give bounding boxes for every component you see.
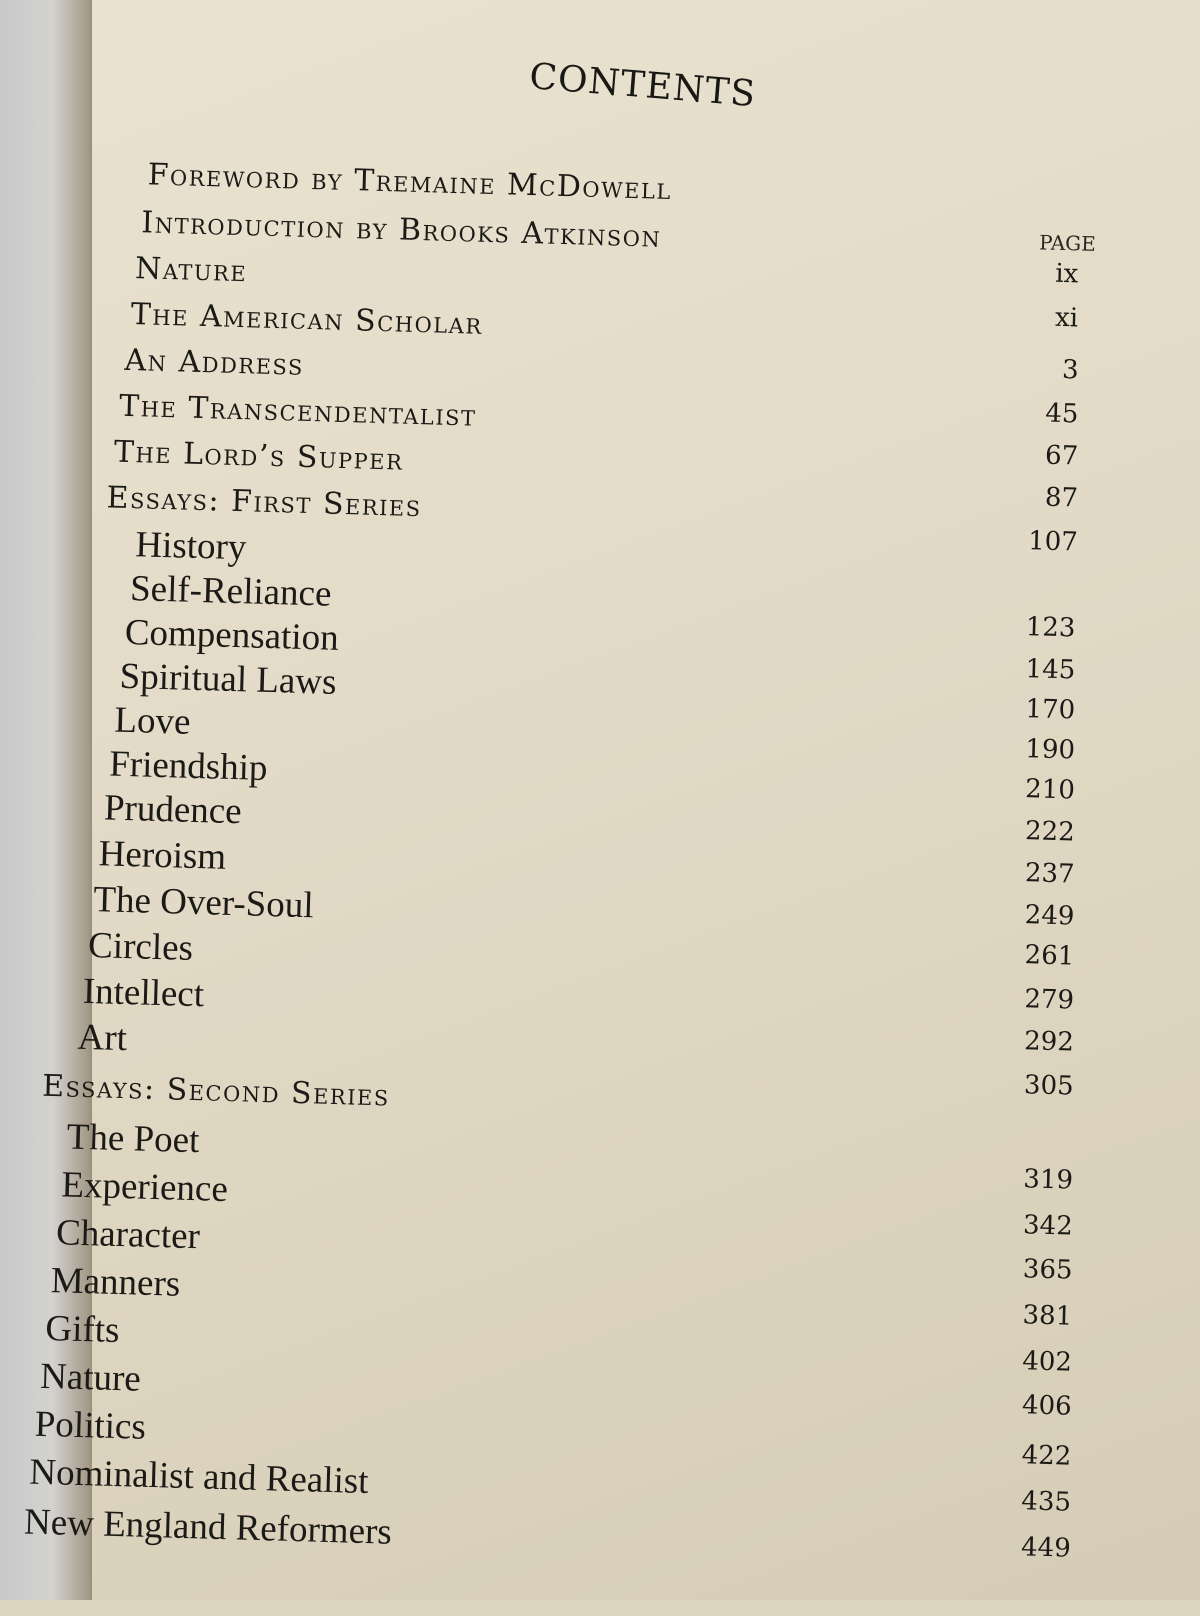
toc-page-number: ix: [1054, 258, 1079, 290]
toc-page-number: 342: [1022, 1210, 1074, 1242]
toc-page-number: 87: [1044, 482, 1079, 514]
toc-page-number: 261: [1024, 940, 1075, 972]
toc-title: The Over-Soul: [92, 879, 315, 927]
toc-title: Nominalist and Realist: [28, 1451, 370, 1503]
toc-page-number: 435: [1020, 1486, 1072, 1518]
toc-title: The Transcendentalist: [118, 388, 478, 434]
toc-page-number: 381: [1022, 1300, 1073, 1332]
toc-page-number: 449: [1020, 1532, 1072, 1564]
toc-page-number: 422: [1021, 1440, 1072, 1472]
toc-page-number: 123: [1025, 612, 1076, 644]
toc-title: Compensation: [124, 611, 340, 659]
toc-title: Nature: [134, 251, 248, 290]
toc-title: The Lord’s Supper: [113, 434, 404, 478]
toc-page-number: 406: [1021, 1390, 1073, 1422]
toc-title: Friendship: [108, 743, 269, 789]
toc-page-number: 145: [1025, 654, 1076, 686]
toc-title: An Address: [124, 342, 305, 383]
toc-page-number: 237: [1024, 858, 1075, 890]
toc-section-title: Essays: First Series: [106, 480, 423, 525]
toc-page-number: 222: [1024, 816, 1076, 848]
toc-title: Self-Reliance: [129, 568, 333, 615]
toc-title: New England Reformers: [23, 1501, 393, 1553]
toc-page-number: 190: [1024, 734, 1076, 766]
toc-title: Heroism: [98, 833, 227, 878]
toc-section-title: Essays: Second Series: [41, 1068, 391, 1114]
toc-page-number: 45: [1044, 398, 1079, 430]
toc-title: Politics: [34, 1403, 147, 1448]
toc-title: The Poet: [66, 1116, 200, 1162]
toc-page-number: 279: [1023, 984, 1075, 1016]
toc-title: Manners: [50, 1260, 181, 1305]
toc-title: Art: [77, 1016, 128, 1060]
toc-title: Nature: [39, 1355, 142, 1400]
toc-title: Love: [113, 699, 192, 743]
toc-title: Character: [55, 1212, 201, 1258]
toc-title: Foreword by Tremaine McDowell: [147, 157, 673, 208]
toc-title: Spiritual Laws: [119, 655, 338, 703]
toc-page-number: 402: [1021, 1346, 1073, 1378]
toc-title: Circles: [87, 925, 194, 969]
toc-page-number: 365: [1022, 1254, 1073, 1286]
toc-title: History: [134, 524, 247, 569]
toc-title: Intellect: [82, 970, 205, 1016]
toc-page-number: 319: [1022, 1164, 1074, 1196]
toc-page-number: 210: [1024, 774, 1076, 806]
toc-page-number: 170: [1025, 694, 1076, 726]
toc-page-number: 249: [1024, 900, 1075, 932]
toc-page-number: 67: [1044, 440, 1079, 472]
page-column-label: PAGE: [1038, 230, 1097, 256]
toc-page-number: 3: [1061, 355, 1080, 386]
page-title: CONTENTS: [527, 56, 758, 116]
toc-title: Gifts: [44, 1308, 121, 1352]
toc-title: The American Scholar: [130, 296, 484, 342]
toc-page-number: 292: [1023, 1026, 1075, 1058]
toc-title: Experience: [60, 1164, 229, 1211]
toc-page-number: 107: [1027, 526, 1079, 558]
toc-title: Introduction by Brooks Atkinson: [140, 205, 662, 255]
toc-page-number: 305: [1023, 1070, 1075, 1102]
toc-page-number: xi: [1054, 302, 1079, 334]
toc-title: Prudence: [103, 787, 243, 833]
